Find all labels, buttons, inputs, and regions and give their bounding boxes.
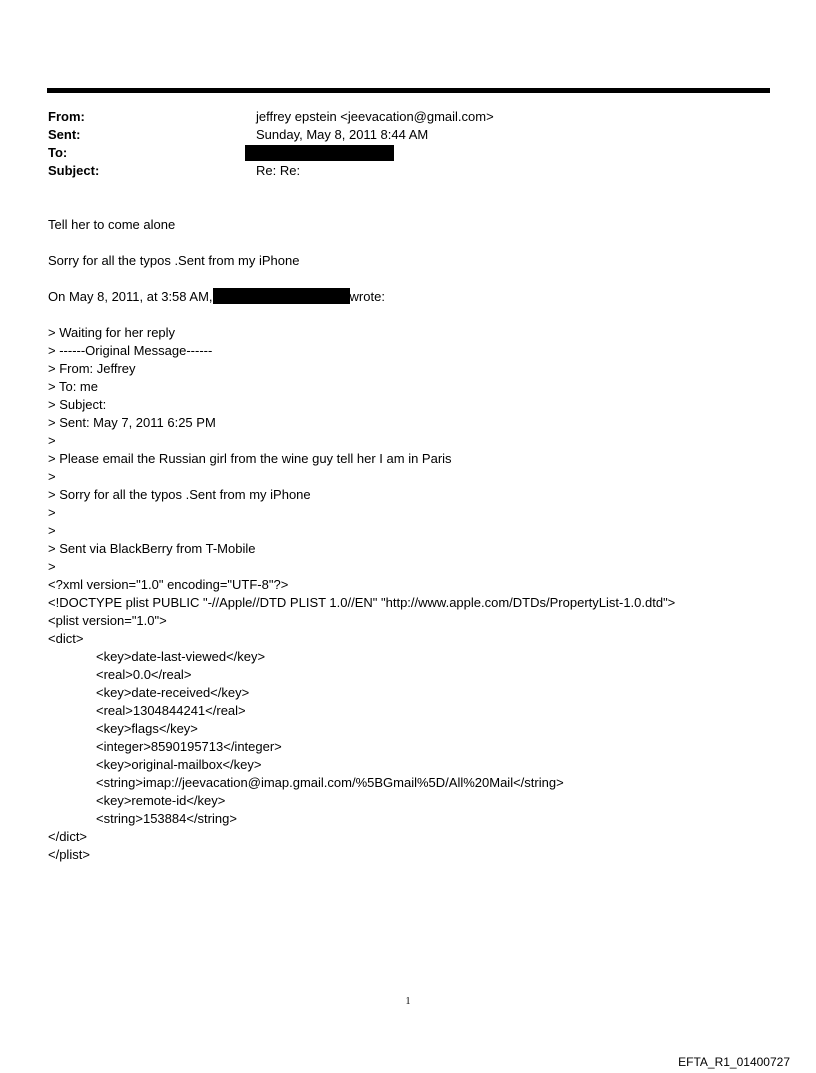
body-line: > (48, 559, 56, 574)
body-line: > To: me (48, 379, 98, 394)
body-line: <key>date-last-viewed</key> (96, 649, 266, 664)
from-label: From: (48, 109, 85, 124)
page-number: 1 (405, 996, 411, 1007)
subject-label: Subject: (48, 163, 100, 178)
body-line: <plist version="1.0"> (48, 613, 167, 628)
redaction-box (213, 288, 350, 304)
from-value: jeffrey epstein <jeevacation@gmail.com> (256, 109, 494, 124)
body-line: <key>flags</key> (96, 721, 198, 736)
body-line: <key>original-mailbox</key> (96, 757, 262, 772)
body-line: <real>1304844241</real> (96, 703, 246, 718)
body-line: </dict> (48, 829, 88, 844)
wrote-prefix: On May 8, 2011, at 3:58 AM, (48, 289, 213, 304)
body-line: > Sent: May 7, 2011 6:25 PM (48, 415, 216, 430)
body-line: > (48, 433, 56, 448)
body-line: </plist> (48, 847, 90, 862)
sent-label: Sent: (48, 127, 81, 142)
wrote-suffix: wrote: (349, 289, 385, 304)
body-line: > Sent via BlackBerry from T-Mobile (48, 541, 256, 556)
body-line: <dict> (48, 631, 84, 646)
body-line: <string>imap://jeevacation@imap.gmail.com/%5BGmail%5D/All%20Mail</string> (96, 775, 564, 790)
body-line: <string>153884</string> (96, 811, 237, 826)
redaction-box (245, 145, 394, 161)
body-line: > Subject: (48, 397, 107, 412)
bates-number: EFTA_R1_01400727 (678, 1055, 790, 1069)
body-line: <real>0.0</real> (96, 667, 192, 682)
body-line: <integer>8590195713</integer> (96, 739, 282, 754)
body-line: <!DOCTYPE plist PUBLIC "-//Apple//DTD PLIST 1.0//EN" "http://www.apple.com/DTDs/PropertyList-1.0.dtd"> (48, 595, 676, 610)
body-line: Tell her to come alone (48, 217, 176, 232)
body-line: > ------Original Message------ (48, 343, 213, 358)
body-line: <key>date-received</key> (96, 685, 250, 700)
body-line: Sorry for all the typos .Sent from my iPhone (48, 253, 300, 268)
body-line: <key>remote-id</key> (96, 793, 226, 808)
sent-value: Sunday, May 8, 2011 8:44 AM (256, 127, 429, 142)
body-line: > Sorry for all the typos .Sent from my iPhone (48, 487, 311, 502)
wrote-line (48, 288, 385, 306)
body-line: > Waiting for her reply (48, 325, 176, 340)
subject-value: Re: Re: (256, 163, 301, 178)
body-line: > (48, 505, 56, 520)
top-rule (47, 88, 770, 93)
body-line: > (48, 523, 56, 538)
body-line: > Please email the Russian girl from the wine guy tell her I am in Paris (48, 451, 452, 466)
to-label: To: (48, 145, 68, 160)
body-line: > (48, 469, 56, 484)
body-line: <?xml version="1.0" encoding="UTF-8"?> (48, 577, 289, 592)
body-line: > From: Jeffrey (48, 361, 136, 376)
